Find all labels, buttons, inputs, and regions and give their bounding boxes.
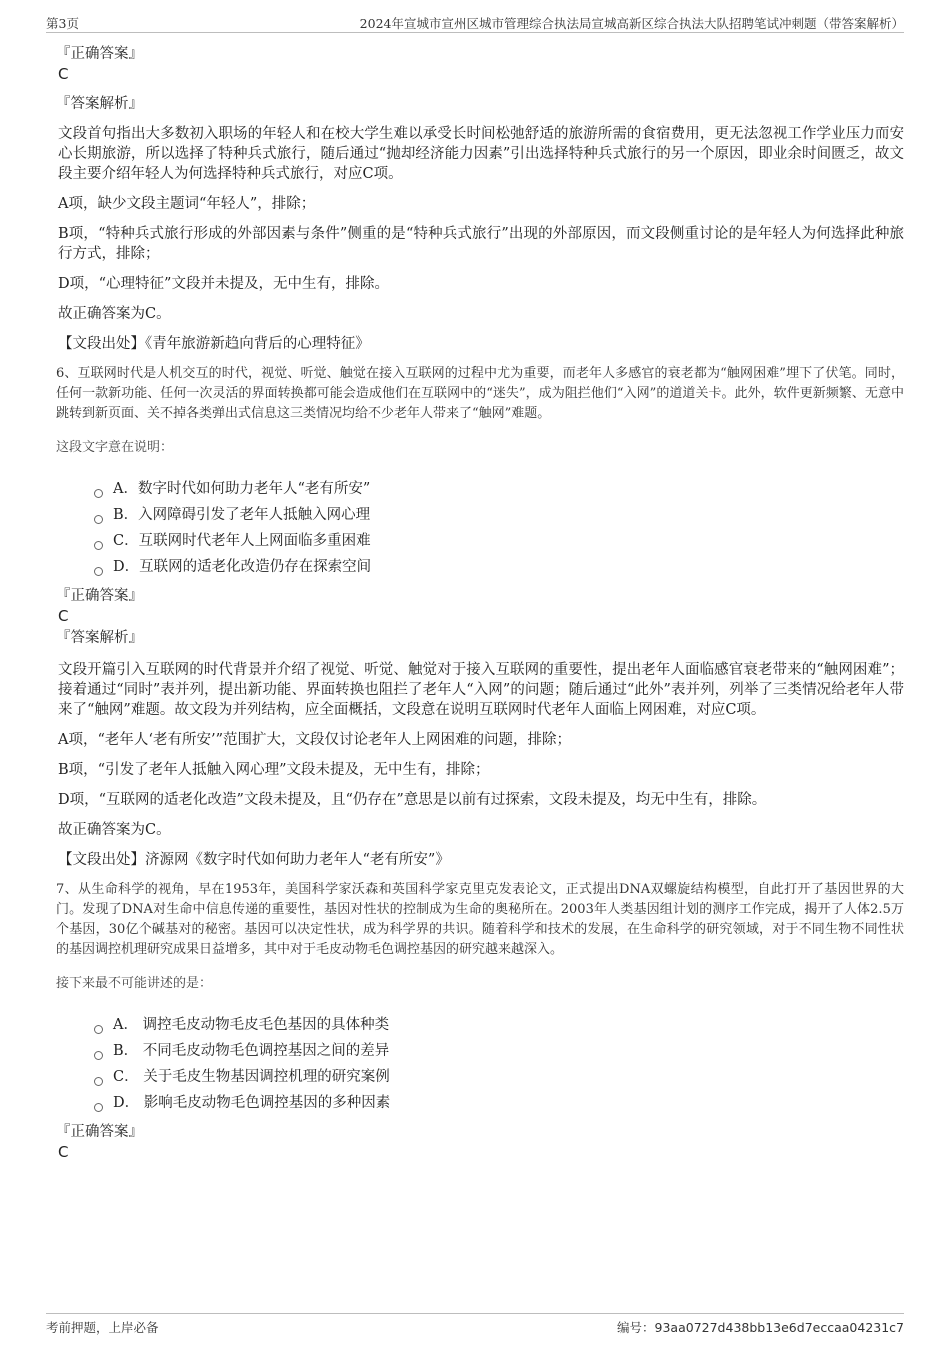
option-label: A． 调控毛皮动物毛皮毛色基因的具体种类 [113, 1017, 390, 1033]
analysis-paragraph: B项，“引发了老年人抵触入网心理”文段未提及，无中生有，排除； [58, 762, 490, 778]
option-d[interactable] [94, 554, 904, 580]
question-text: 6、互联网时代是人机交互的时代，视觉、听觉、触觉在接入互联网的过程中尤为重要，而老年人多感官的衰老都为“触网困难”埋下了伏笔。同时，任何一款新功能、任何一次灵活的界面转换都可能会造成他们在互联网中的“迷失”，成为阻拦他们“入网”的道道关卡。此外，软件更新频繁、无意中跳转到新页面、关不掉各类弹出式信息这三类情况均给不少老年人带来了“触网”难题。 [56, 366, 904, 421]
analysis-label: 『答案解析』 [56, 96, 143, 112]
option-label: C． 关于毛皮生物基因调控机理的研究案例 [113, 1069, 390, 1085]
answer-label: 『正确答案』 [56, 588, 143, 604]
page-footer [46, 1313, 904, 1338]
document-title: 2024年宣城市宣州区城市管理综合执法局宣城高新区综合执法大队招聘笔试冲刺题（带答案解析） [359, 16, 904, 31]
conclusion: 故正确答案为C。 [58, 306, 171, 322]
page-content [56, 44, 904, 1172]
radio-icon[interactable] [94, 1103, 103, 1112]
analysis-paragraph: A项，缺少文段主题词“年轻人”，排除； [58, 196, 316, 212]
option-b[interactable] [94, 1038, 904, 1064]
answer-value: C [58, 65, 69, 83]
analysis-paragraph: D项，“互联网的适老化改造”文段未提及，且“仍存在”意思是以前有过探索，文段未提及，均无中生有，排除。 [58, 792, 767, 808]
question-prompt: 接下来最不可能讲述的是： [56, 976, 213, 991]
page-number: 第3页 [46, 16, 79, 31]
option-label: B． 不同毛皮动物毛色调控基因之间的差异 [113, 1043, 390, 1059]
analysis-label: 『答案解析』 [56, 630, 143, 646]
analysis-paragraph: D项，“心理特征”文段并未提及，无中生有，排除。 [58, 276, 389, 292]
document-id-value: 93aa0727d438bb13e6d7eccaa04231c7 [654, 1320, 904, 1335]
source-citation: 【文段出处】《青年旅游新趋向背后的心理特征》 [58, 336, 370, 352]
option-a[interactable] [94, 476, 904, 502]
question-prompt: 这段文字意在说明： [56, 440, 174, 455]
radio-icon[interactable] [94, 1025, 103, 1034]
answer-label: 『正确答案』 [56, 46, 143, 62]
analysis-paragraph: 文段首句指出大多数初入职场的年轻人和在校大学生难以承受长时间松弛舒适的旅游所需的食宿费用，更无法忽视工作学业压力而安心长期旅游，所以选择了特种兵式旅行，随后通过“抛却经济能力因素”引出选择特种兵式旅行的另一个原因，即业余时间匮乏，故文段主要介绍年轻人为何选择特种兵式旅行，对应C项。 [58, 126, 904, 182]
page-header [46, 10, 904, 33]
options-list [94, 1012, 904, 1116]
option-label: D． 影响毛皮动物毛色调控基因的多种因素 [113, 1095, 391, 1111]
question-6 [56, 364, 904, 870]
option-d[interactable] [94, 1090, 904, 1116]
document-id [617, 1318, 904, 1336]
source-citation: 【文段出处】济源网《数字时代如何助力老年人“老有所安”》 [58, 852, 450, 868]
answer-label: 『正确答案』 [56, 1124, 143, 1140]
option-a[interactable] [94, 1012, 904, 1038]
option-label: B．入网障碍引发了老年人抵触入网心理 [113, 507, 371, 523]
question-7 [56, 880, 904, 1162]
document-id-label: 编号： [617, 1320, 655, 1335]
radio-icon[interactable] [94, 515, 103, 524]
option-label: A．数字时代如何助力老年人“老有所安” [113, 481, 371, 497]
radio-icon[interactable] [94, 567, 103, 576]
answer-block-q5 [56, 44, 904, 354]
conclusion: 故正确答案为C。 [58, 822, 171, 838]
option-b[interactable] [94, 502, 904, 528]
radio-icon[interactable] [94, 489, 103, 498]
analysis-paragraph: B项，“特种兵式旅行形成的外部因素与条件”侧重的是“特种兵式旅行”出现的外部原因，而文段侧重讨论的是年轻人为何选择此种旅行方式，排除； [58, 226, 904, 262]
radio-icon[interactable] [94, 541, 103, 550]
options-list [94, 476, 904, 580]
answer-value: C [58, 1143, 69, 1161]
analysis-paragraph: A项，“老年人‘老有所安’”范围扩大，文段仅讨论老年人上网困难的问题，排除； [58, 732, 572, 748]
option-c[interactable] [94, 1064, 904, 1090]
question-text: 7、从生命科学的视角，早在1953年，美国科学家沃森和英国科学家克里克发表论文，正式提出DNA双螺旋结构模型，自此打开了基因世界的大门。发现了DNA对生命中信息传递的重要性，基因对性状的控制成为生命的奥秘所在。2003年人类基因组计划的测序工作完成，揭开了人体2.5万个基因，30亿个碱基对的秘密。基因可以决定性状，成为科学界的共识。随着科学和技术的发展，在生命科学的研究领域，对于不同生物不同性状的基因调控机理研究成果日益增多，其中对于毛皮动物毛色调控基因的研究越来越深入。 [56, 882, 904, 957]
footer-slogan: 考前押题，上岸必备 [46, 1320, 159, 1335]
answer-value: C [58, 607, 69, 625]
analysis-paragraph: 文段开篇引入互联网的时代背景并介绍了视觉、听觉、触觉对于接入互联网的重要性，提出老年人面临感官衰老带来的“触网困难”；接着通过“同时”表并列，提出新功能、界面转换也阻拦了老年人“入网”的问题；随后通过“此外”表并列，列举了三类情况给老年人带来了“触网”难题。故文段为并列结构，应全面概括，文段意在说明互联网时代老年人面临上网困难，对应C项。 [58, 662, 904, 718]
radio-icon[interactable] [94, 1051, 103, 1060]
option-label: D．互联网的适老化改造仍存在探索空间 [113, 559, 372, 575]
radio-icon[interactable] [94, 1077, 103, 1086]
option-c[interactable] [94, 528, 904, 554]
option-label: C．互联网时代老年人上网面临多重困难 [113, 533, 371, 549]
